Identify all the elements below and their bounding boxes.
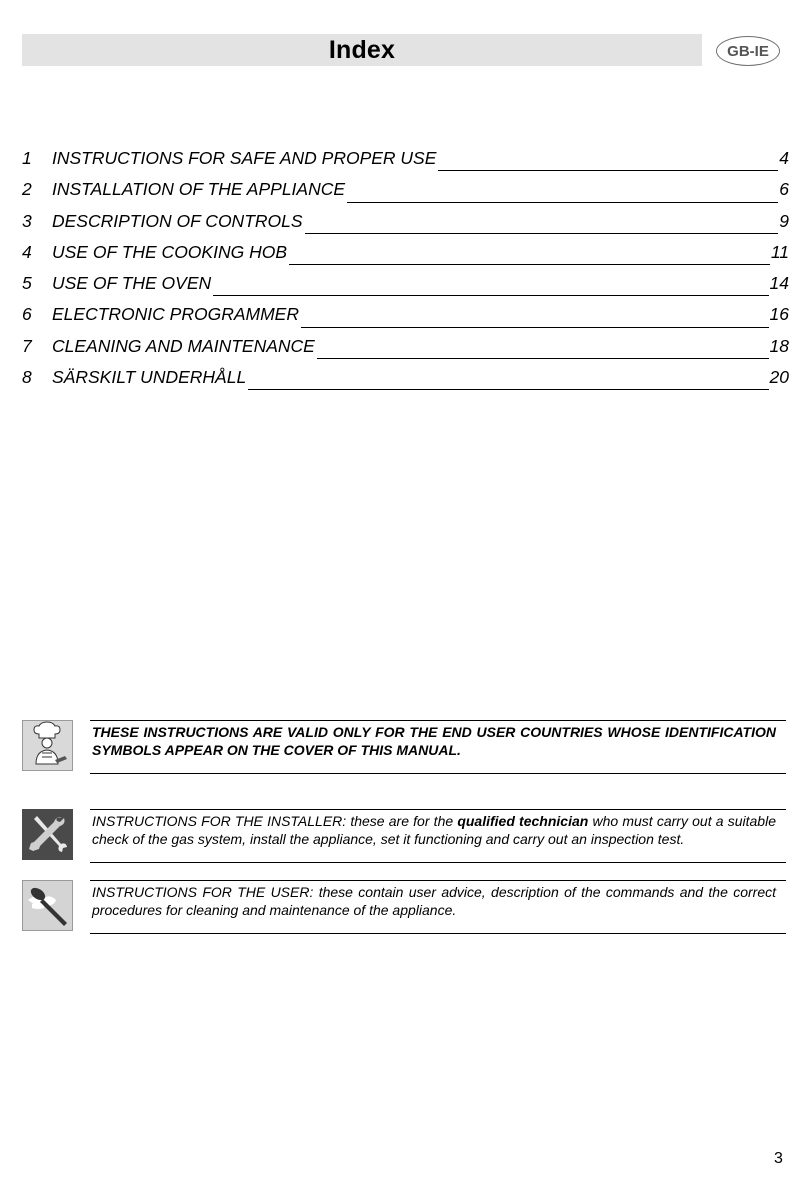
table-of-contents bbox=[22, 148, 789, 398]
toc-page: 11 bbox=[770, 241, 789, 262]
toc-number: 2 bbox=[22, 179, 32, 200]
toc-page: 18 bbox=[769, 335, 789, 356]
toc-number: 3 bbox=[22, 210, 32, 231]
toc-entry[interactable] bbox=[22, 242, 789, 273]
toc-page: 9 bbox=[779, 210, 789, 231]
toc-leader-line bbox=[213, 294, 768, 296]
toc-entry[interactable] bbox=[22, 367, 789, 398]
toc-number: 4 bbox=[22, 241, 32, 262]
toc-leader-line bbox=[248, 388, 768, 390]
installer-note bbox=[22, 809, 786, 863]
installer-text bbox=[90, 809, 786, 863]
toc-number: 5 bbox=[22, 273, 32, 294]
toc-title: DESCRIPTION OF CONTROLS bbox=[52, 210, 303, 231]
validity-text: THESE INSTRUCTIONS ARE VALID ONLY FOR THE END USER COUNTRIES WHOSE IDENTIFICATION SYMBOLS APPEAR ON THE COVER OF THIS MANUAL. bbox=[90, 720, 786, 774]
toc-leader-line bbox=[301, 326, 769, 328]
toc-title: INSTRUCTIONS FOR SAFE AND PROPER USE bbox=[52, 148, 437, 168]
user-text: INSTRUCTIONS FOR THE USER: these contain user advice, description of the commands and the correct procedures for cleaning and maintenance of the appliance. bbox=[90, 880, 786, 934]
toc-number: 8 bbox=[22, 367, 32, 388]
validity-note bbox=[22, 720, 786, 774]
page-title: Index bbox=[328, 35, 396, 64]
toc-leader-line bbox=[438, 169, 778, 171]
tools-icon bbox=[22, 809, 73, 860]
toc-leader-line bbox=[347, 201, 778, 203]
toc-entry[interactable] bbox=[22, 179, 789, 210]
header-bar bbox=[22, 34, 702, 66]
toc-entry[interactable] bbox=[22, 148, 789, 179]
user-note bbox=[22, 880, 786, 934]
page-number: 3 bbox=[774, 1150, 783, 1167]
country-badge: GB-IE bbox=[716, 36, 780, 66]
toc-title: ELECTRONIC PROGRAMMER bbox=[52, 304, 299, 325]
toc-number: 6 bbox=[22, 304, 32, 325]
toc-page: 14 bbox=[769, 273, 789, 294]
installer-text-after: who must carry out a suitable check of the gas system, install the appliance, set it functioning and carry out an inspection test. bbox=[92, 813, 776, 847]
toc-entry[interactable] bbox=[22, 273, 789, 304]
spoon-icon bbox=[22, 880, 73, 931]
toc-number: 1 bbox=[22, 148, 32, 168]
installer-text-before: INSTRUCTIONS FOR THE INSTALLER: these are for the bbox=[92, 813, 458, 829]
installer-text-bold: qualified technician bbox=[457, 813, 589, 829]
toc-title: USE OF THE COOKING HOB bbox=[52, 241, 287, 262]
toc-page: 16 bbox=[769, 304, 789, 325]
toc-entry[interactable] bbox=[22, 304, 789, 335]
chef-icon bbox=[22, 720, 73, 771]
toc-leader-line bbox=[289, 263, 770, 265]
toc-number: 7 bbox=[22, 335, 32, 356]
toc-title: SÄRSKILT UNDERHÅLL bbox=[52, 367, 247, 388]
toc-leader-line bbox=[317, 357, 769, 359]
toc-page: 6 bbox=[779, 179, 789, 200]
toc-title: CLEANING AND MAINTENANCE bbox=[52, 335, 315, 356]
toc-entry[interactable] bbox=[22, 211, 789, 242]
toc-entry[interactable] bbox=[22, 336, 789, 367]
toc-leader-line bbox=[305, 232, 779, 234]
toc-title: USE OF THE OVEN bbox=[52, 273, 212, 294]
toc-page: 4 bbox=[779, 148, 789, 168]
toc-title: INSTALLATION OF THE APPLIANCE bbox=[52, 179, 346, 200]
toc-page: 20 bbox=[769, 367, 789, 388]
